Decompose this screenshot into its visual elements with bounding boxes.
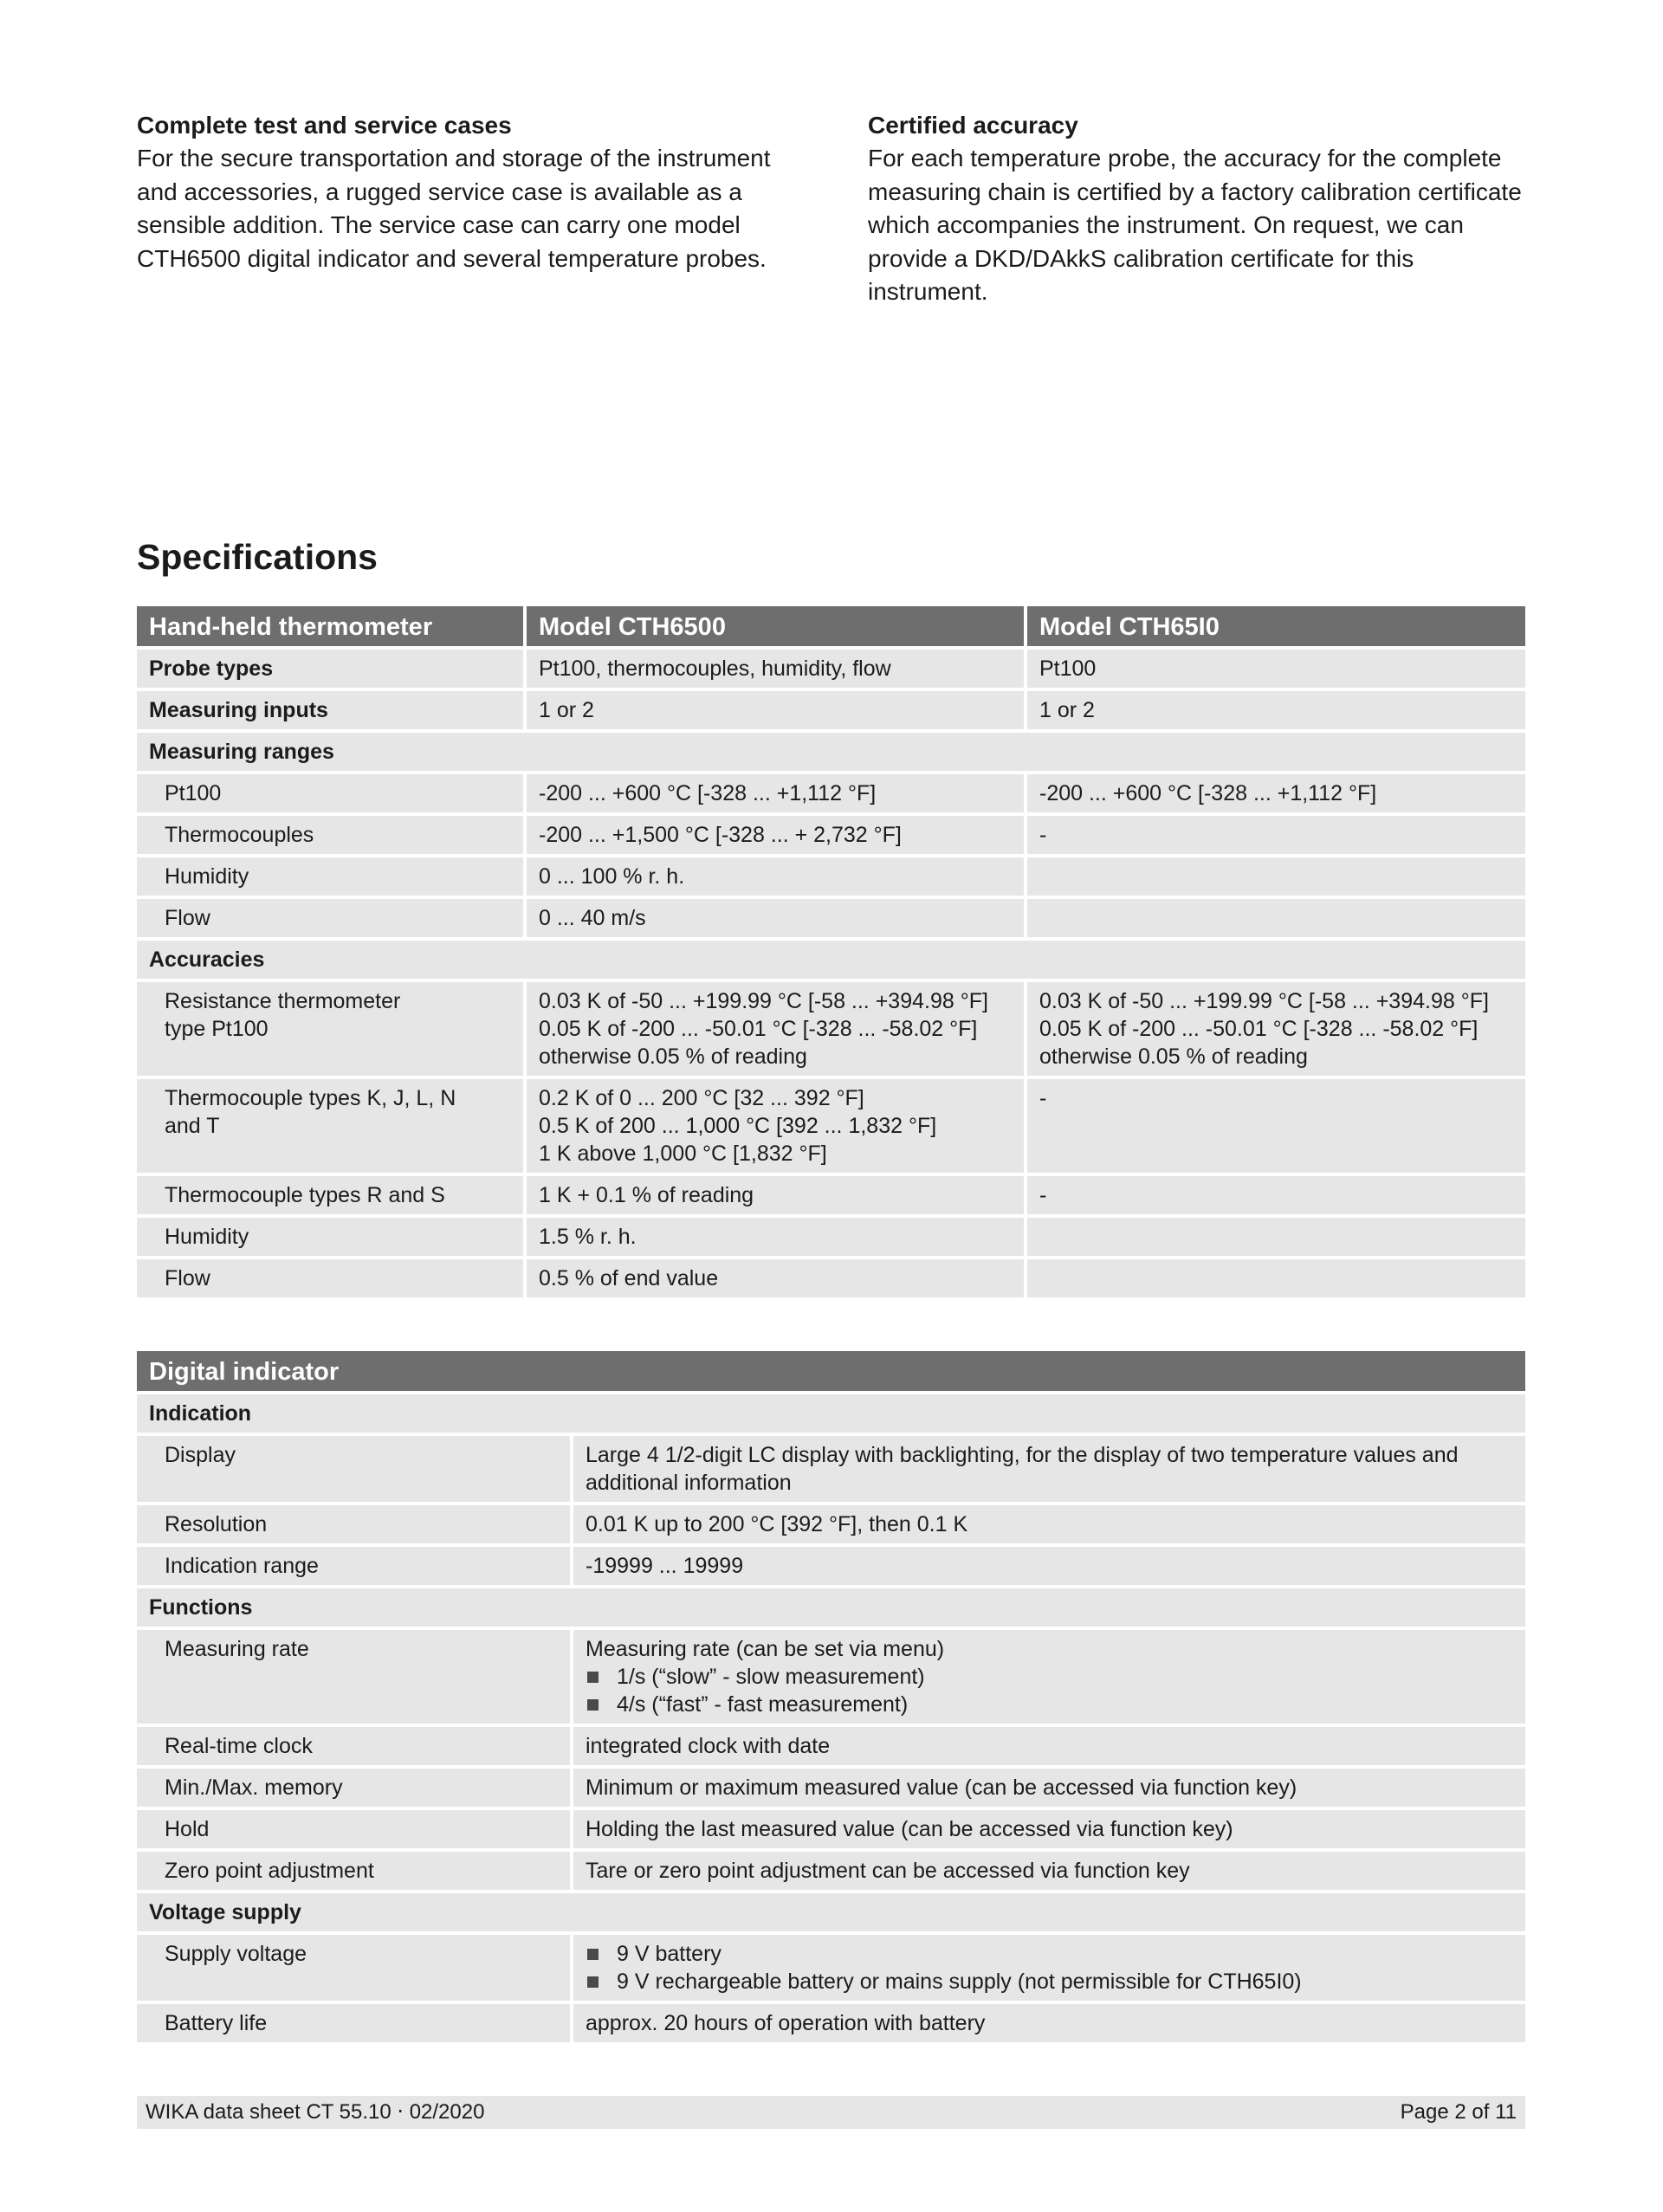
certified-accuracy-text: For each temperature probe, the accuracy for the complete measuring chain is certified by a factory calibration certificate which accompanies the instrument. On request, we can provide a DKD/DAkkS calibration certificate for this instrument.	[868, 145, 1522, 305]
value-line: Measuring rate (can be set via menu)	[586, 1637, 945, 1661]
table-row	[137, 857, 1525, 896]
row-label: Humidity	[137, 1218, 523, 1256]
table-row	[137, 816, 1525, 854]
cell-value: Tare or zero point adjustment can be accessed via function key	[570, 1852, 1525, 1890]
group-row	[137, 1588, 1525, 1627]
table-row	[137, 1259, 1525, 1297]
certified-accuracy-title: Certified accuracy	[868, 112, 1078, 139]
row-label	[137, 1079, 523, 1173]
table-row	[137, 899, 1525, 937]
table-row	[137, 650, 1525, 688]
row-label: Thermocouple types R and S	[137, 1176, 523, 1214]
row-label: Humidity	[137, 857, 523, 896]
service-cases-title: Complete test and service cases	[137, 112, 512, 139]
cell-value: 1 or 2	[523, 691, 1024, 729]
row-label: Measuring rate	[137, 1630, 570, 1724]
value-line: 0.03 K of -50 ... +199.99 °C [-58 ... +394.98 °F]	[539, 989, 988, 1013]
cell-value	[1024, 982, 1525, 1076]
row-label: Real-time clock	[137, 1727, 570, 1765]
table-row	[137, 774, 1525, 812]
value-line: 0.2 K of 0 ... 200 °C [32 ... 392 °F]	[539, 1086, 864, 1110]
bullet-item: 9 V battery	[586, 1940, 1513, 1968]
label-line: Resistance thermometer	[165, 989, 401, 1013]
table-row	[137, 1436, 1525, 1502]
value-line: 0.05 K of -200 ... -50.01 °C [-328 ... -58.02 °F]	[1039, 1017, 1479, 1041]
page-footer	[137, 2096, 1525, 2129]
value-line: 0.05 K of -200 ... -50.01 °C [-328 ... -58.02 °F]	[539, 1017, 978, 1041]
certified-accuracy-block	[868, 109, 1526, 309]
indicator-spec-table	[137, 1348, 1525, 2046]
cell-value: 1 or 2	[1024, 691, 1525, 729]
cell-value: 0.5 % of end value	[523, 1259, 1024, 1297]
bullet-item: 4/s (“fast” - fast measurement)	[586, 1691, 1513, 1718]
table-header-row	[137, 606, 1525, 646]
table-row	[137, 1176, 1525, 1214]
cell-value: 1.5 % r. h.	[523, 1218, 1024, 1256]
header-cell: Digital indicator	[137, 1351, 1525, 1391]
value-line: 1 K above 1,000 °C [1,832 °F]	[539, 1142, 827, 1166]
value-line: 0.5 K of 200 ... 1,000 °C [392 ... 1,832 °F]	[539, 1114, 937, 1138]
row-label: Display	[137, 1436, 570, 1502]
group-row	[137, 1394, 1525, 1433]
row-label: Flow	[137, 1259, 523, 1297]
group-label: Functions	[137, 1588, 1525, 1627]
service-cases-block	[137, 109, 793, 309]
table-row	[137, 1630, 1525, 1724]
table-row	[137, 1079, 1525, 1173]
specifications-heading: Specifications	[137, 537, 378, 577]
cell-value	[1024, 1259, 1525, 1297]
cell-value: Large 4 1/2-digit LC display with backlighting, for the display of two temperature values and additional information	[570, 1436, 1525, 1502]
bullet-item: 9 V rechargeable battery or mains supply (not permissible for CTH65I0)	[586, 1968, 1513, 1995]
cell-value: -200 ... +600 °C [-328 ... +1,112 °F]	[1024, 774, 1525, 812]
table-row	[137, 982, 1525, 1076]
header-cell: Hand-held thermometer	[137, 606, 523, 646]
table-row	[137, 2004, 1525, 2042]
cell-value: 1 K + 0.1 % of reading	[523, 1176, 1024, 1214]
table-row	[137, 1505, 1525, 1543]
group-label: Indication	[137, 1394, 1525, 1433]
row-label: Supply voltage	[137, 1935, 570, 2001]
label-line: Thermocouple types K, J, L, N	[165, 1086, 456, 1110]
table-row	[137, 691, 1525, 729]
table-row	[137, 1727, 1525, 1765]
cell-value	[570, 1630, 1525, 1724]
row-label: Probe types	[137, 650, 523, 688]
row-label: Flow	[137, 899, 523, 937]
table-row	[137, 1547, 1525, 1585]
row-label: Indication range	[137, 1547, 570, 1585]
value-line: otherwise 0.05 % of reading	[539, 1045, 807, 1069]
cell-value	[523, 1079, 1024, 1173]
row-label: Zero point adjustment	[137, 1852, 570, 1890]
row-label: Battery life	[137, 2004, 570, 2042]
thermometer-spec-table	[137, 603, 1525, 1301]
value-line: 0.03 K of -50 ... +199.99 °C [-58 ... +394.98 °F]	[1039, 989, 1489, 1013]
row-label: Resolution	[137, 1505, 570, 1543]
intro-section	[137, 109, 1526, 309]
cell-value	[1024, 1218, 1525, 1256]
cell-value: 0.01 K up to 200 °C [392 °F], then 0.1 K	[570, 1505, 1525, 1543]
group-label: Measuring ranges	[137, 733, 1525, 771]
row-label: Thermocouples	[137, 816, 523, 854]
label-line: and T	[165, 1114, 220, 1138]
table-row	[137, 1810, 1525, 1848]
cell-value	[523, 982, 1024, 1076]
footer-datasheet-ref: WIKA data sheet CT 55.10 ⋅ 02/2020	[146, 2100, 485, 2124]
bullet-item: 1/s (“slow” - slow measurement)	[586, 1663, 1513, 1691]
footer-page-number: Page 2 of 11	[1400, 2100, 1517, 2124]
cell-value	[570, 1935, 1525, 2001]
group-label: Voltage supply	[137, 1893, 1525, 1931]
group-row	[137, 1893, 1525, 1931]
cell-value: 0 ... 40 m/s	[523, 899, 1024, 937]
header-cell: Model CTH6500	[523, 606, 1024, 646]
cell-value	[1024, 857, 1525, 896]
cell-value: Holding the last measured value (can be accessed via function key)	[570, 1810, 1525, 1848]
table-header-row	[137, 1351, 1525, 1391]
cell-value: Minimum or maximum measured value (can be accessed via function key)	[570, 1769, 1525, 1807]
cell-value: -	[1024, 1176, 1525, 1214]
row-label: Pt100	[137, 774, 523, 812]
row-label: Measuring inputs	[137, 691, 523, 729]
cell-value: approx. 20 hours of operation with battery	[570, 2004, 1525, 2042]
cell-value: -200 ... +600 °C [-328 ... +1,112 °F]	[523, 774, 1024, 812]
cell-value: Pt100, thermocouples, humidity, flow	[523, 650, 1024, 688]
cell-value	[1024, 899, 1525, 937]
cell-value: -19999 ... 19999	[570, 1547, 1525, 1585]
table-row	[137, 1769, 1525, 1807]
row-label	[137, 982, 523, 1076]
cell-value: integrated clock with date	[570, 1727, 1525, 1765]
service-cases-text: For the secure transportation and storage of the instrument and accessories, a rugged service case is available as a sensible addition. The service case can carry one model CTH6500 digital indicator and several temperature probes.	[137, 145, 771, 272]
group-row	[137, 941, 1525, 979]
table-row	[137, 1218, 1525, 1256]
header-cell: Model CTH65I0	[1024, 606, 1525, 646]
cell-value: -	[1024, 816, 1525, 854]
value-line: otherwise 0.05 % of reading	[1039, 1045, 1308, 1069]
label-line: type Pt100	[165, 1017, 269, 1041]
group-label: Accuracies	[137, 941, 1525, 979]
cell-value: 0 ... 100 % r. h.	[523, 857, 1024, 896]
table-row	[137, 1852, 1525, 1890]
group-row	[137, 733, 1525, 771]
cell-value: -	[1024, 1079, 1525, 1173]
row-label: Min./Max. memory	[137, 1769, 570, 1807]
cell-value: -200 ... +1,500 °C [-328 ... + 2,732 °F]	[523, 816, 1024, 854]
table-row	[137, 1935, 1525, 2001]
row-label: Hold	[137, 1810, 570, 1848]
cell-value: Pt100	[1024, 650, 1525, 688]
